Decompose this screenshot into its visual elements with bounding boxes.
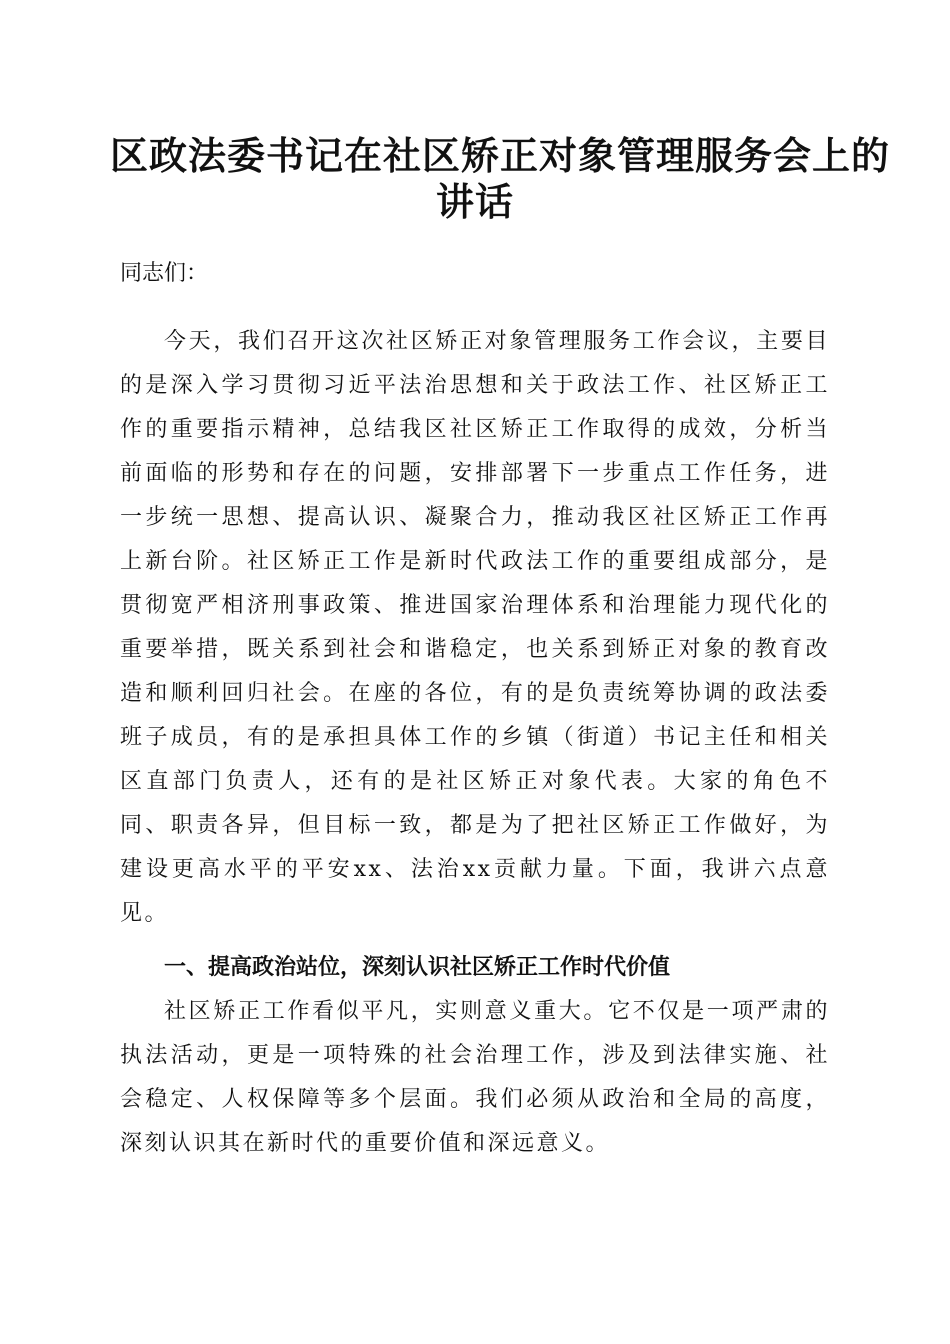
- section-heading-1: 一、提高政治站位，深刻认识社区矫正工作时代价值: [164, 955, 671, 980]
- paragraph-section-1: 社区矫正工作看似平凡，实则意义重大。它不仅是一项严肃的执法活动，更是一项特殊的社会治理工作，涉及到法律实施、社会稳定、人权保障等多个层面。我们必须从政治和全局的高度，深刻认识其在新时代的重要价值和深远意义。: [120, 999, 830, 1156]
- title-line-2: 讲话: [435, 179, 514, 224]
- title-line-1: 区政法委书记在社区矫正对象管理服务会上的: [110, 133, 891, 178]
- paragraph-intro: 今天，我们召开这次社区矫正对象管理服务工作会议，主要目的是深入学习贯彻习近平法治思想和关于政法工作、社区矫正工作的重要指示精神，总结我区社区矫正工作取得的成效，分析当前面临的形势和存在的问题，安排部署下一步重点工作任务，进一步统一思想、提高认识、凝聚合力，推动我区社区矫正工作再上新台阶。社区矫正工作是新时代政法工作的重要组成部分，是贯彻宽严相济刑事政策、推进国家治理体系和治理能力现代化的重要举措，既关系到社会和谐稳定，也关系到矫正对象的教育改造和顺利回归社会。在座的各位，有的是负责统筹协调的政法委班子成员，有的是承担具体工作的乡镇（街道）书记主任和相关区直部门负责人，还有的是社区矫正对象代表。大家的角色不同、职责各异，但目标一致，都是为了把社区矫正工作做好，为建设更高水平的平安xx、法治xx贡献力量。下面，我讲六点意见。: [120, 329, 830, 926]
- salutation: 同志们：: [120, 261, 209, 286]
- document-title: [110, 133, 891, 225]
